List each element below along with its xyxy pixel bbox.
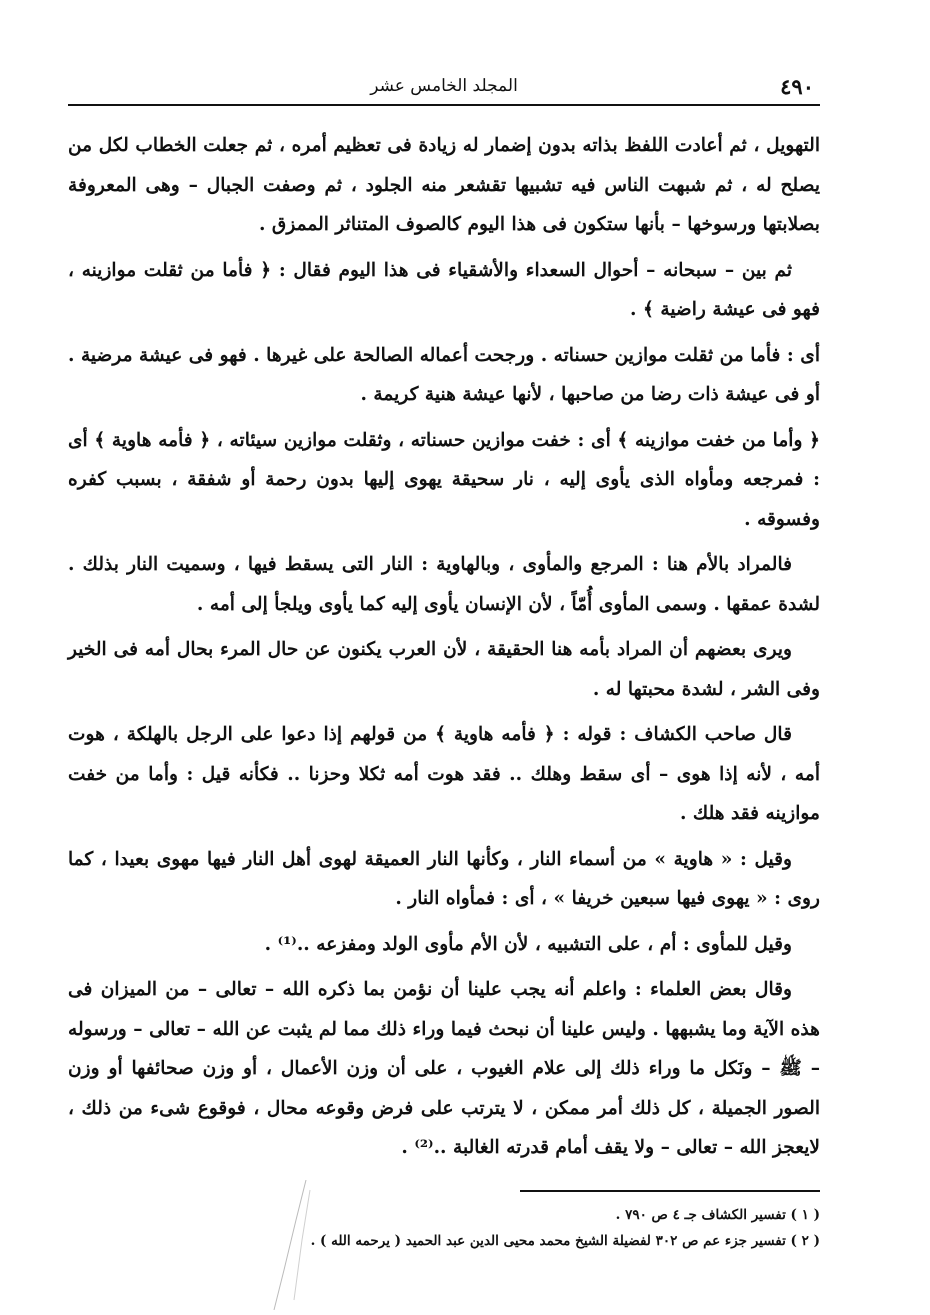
paper-crease-mark xyxy=(266,1180,326,1310)
page-number: ٤٩٠ xyxy=(780,74,814,99)
footnote: ( ٢ ) تفسير جزء عم ص ٣٠٢ لفضيلة الشيخ محمد محيى الدين عبد الحميد ( يرحمه الله ) . xyxy=(310,1232,820,1249)
paragraph: ثم بين – سبحانه – أحوال السعداء والأشقياء فى هذا اليوم فقال : ﴿ فأما من ثقلت موازينه ، فهو فى عيشة راضية ﴾ . xyxy=(68,259,820,320)
paragraph: وقيل للمأوى : أم ، على التشبيه ، لأن الأم مأوى الولد ومفزعه ..⁽¹⁾ . xyxy=(264,933,792,955)
paragraph: قال صاحب الكشاف : قوله : ﴿ فأمه هاوية ﴾ من قولهم إذا دعوا على الرجل بالهلكة ، هوت أمه ، لأنه إذا هوى – أى سقط وهلك .. فقد هوت أمه ثكلا وحزنا .. فكأنه قيل : وأما من خفت موازينه فقد هلك . xyxy=(68,724,820,824)
footnotes xyxy=(68,1202,820,1254)
paragraph: أى : فأما من ثقلت موازين حسناته . ورجحت أعماله الصالحة على غيرها . فهو فى عيشة مرضية . أو فى عيشة ذات رضا من صاحبها ، لأنها عيشة هنية كريمة . xyxy=(68,344,820,405)
page-header xyxy=(68,60,820,106)
running-title: المجلد الخامس عشر xyxy=(370,76,518,96)
paragraph: ﴿ وأما من خفت موازينه ﴾ أى : خفت موازين حسناته ، وثقلت موازين سيئاته ، ﴿ فأمه هاوية ﴾ أى : فمرجعه ومأواه الذى يأوى إليه ، نار سحيقة يهوى إليها بدون رحمة أو شفقة ، بسبب كفره وفسوقه . xyxy=(68,429,820,530)
book-page xyxy=(68,60,820,1254)
body-text xyxy=(68,126,820,1168)
paragraph: وقال بعض العلماء : واعلم أنه يجب علينا أن نؤمن بما ذكره الله – تعالى – من الميزان فى هذه الآية وما يشبهها . وليس علينا أن نبحث فيما وراء ذلك مما لم يثبت عن الله – تعالى – ورسوله – ﷺ – ونَكل ما وراء ذلك إلى علام الغيوب ، على أن وزن الأعمال ، أو وزن صحائفها أو وزن الصور الجميلة ، كل ذلك أمر ممكن ، لا يترتب على فرض وقوعه محال ، فوقوع شىء من ذلك ، لايعجز الله – تعالى – ولا يقف أمام قدرته الغالبة ..⁽²⁾ . xyxy=(68,979,820,1158)
footnote-divider xyxy=(520,1190,820,1192)
paragraph: وقيل : « هاوية » من أسماء النار ، وكأنها النار العميقة لهوى أهل النار فيها مهوى بعيدا ، كما روى : « يهوى فيها سبعين خريفا » ، أى : فمأواه النار . xyxy=(68,848,820,909)
footnote: ( ١ ) تفسير الكشاف جـ ٤ ص ٧٩٠ . xyxy=(615,1206,820,1223)
paragraph: التهويل ، ثم أعادت اللفظ بذاته بدون إضمار له زيادة فى تعظيم أمره ، ثم جعلت الخطاب لكل من يصلح له ، ثم شبهت الناس فيه تشبيها تقشعر منه الجلود ، ثم وصفت الجبال – وهى المعروفة بصلابتها ورسوخها – بأنها ستكون فى هذا اليوم كالصوف المتناثر الممزق . xyxy=(68,135,820,235)
paragraph: فالمراد بالأم هنا : المرجع والمأوى ، وبالهاوية : النار التى يسقط فيها ، وسميت النار بذلك . لشدة عمقها . وسمى المأوى أُمّاً ، لأن الإنسان يأوى إليه كما يأوى ويلجأ إلى أمه . xyxy=(68,554,820,615)
paragraph: ويرى بعضهم أن المراد بأمه هنا الحقيقة ، لأن العرب يكنون عن حال المرء بحال أمه فى الخير وفى الشر ، لشدة محبتها له . xyxy=(68,639,820,700)
